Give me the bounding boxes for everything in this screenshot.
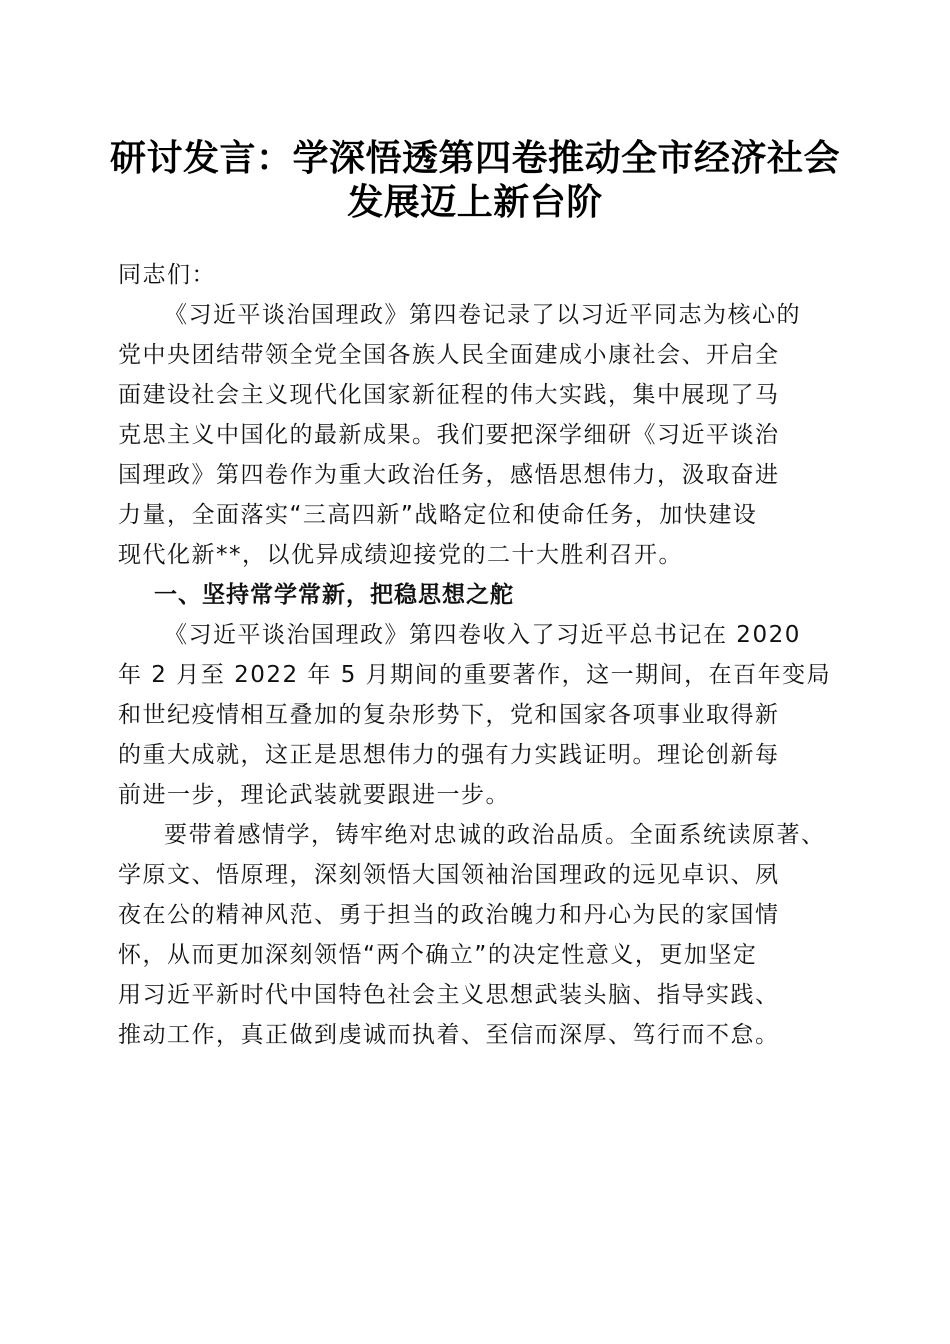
paragraph-line: 年 2 月至 2022 年 5 月期间的重要著作，这一期间，在百年变局	[118, 662, 832, 688]
paragraph-line: 克思主义中国化的最新成果。我们要把深学细研《习近平谈治	[118, 422, 780, 448]
paragraph-line: 《习近平谈治国理政》第四卷记录了以习近平同志为核心的	[164, 302, 801, 328]
title-line-2: 发展迈上新台阶	[347, 181, 603, 223]
paragraph-line: 和世纪疫情相互叠加的复杂形势下，党和国家各项事业取得新	[118, 702, 780, 728]
paragraph-line: 怀，从而更加深刻领悟“两个确立”的决定性意义，更加坚定	[118, 942, 758, 968]
paragraph-3	[118, 815, 838, 1055]
paragraph-line: 力量，全面落实“三高四新”战略定位和使命任务，加快建设	[118, 502, 758, 528]
paragraph-1	[118, 295, 838, 575]
paragraph-line: 国理政》第四卷作为重大政治任务，感悟思想伟力，汲取奋进	[118, 462, 780, 488]
paragraph-line: 夜在公的精神风范、勇于担当的政治魄力和丹心为民的家国情	[118, 902, 780, 928]
paragraph-line: 前进一步，理论武装就要跟进一步。	[118, 782, 510, 808]
paragraph-line: 党中央团结带领全党全国各族人民全面建成小康社会、开启全	[118, 342, 780, 368]
paragraph-2	[118, 615, 838, 815]
paragraph-line: 用习近平新时代中国特色社会主义思想武装头脑、指导实践、	[118, 982, 780, 1008]
paragraph-line: 推动工作，真正做到虔诚而执着、至信而深厚、笃行而不怠。	[118, 1022, 780, 1048]
paragraph-line: 现代化新**，以优异成绩迎接党的二十大胜利召开。	[118, 542, 683, 568]
paragraph-line: 要带着感情学，铸牢绝对忠诚的政治品质。全面系统读原著、	[164, 822, 826, 848]
salutation: 同志们：	[118, 262, 216, 288]
document-body	[118, 255, 838, 1055]
paragraph-line: 《习近平谈治国理政》第四卷收入了习近平总书记在 2020	[164, 622, 801, 648]
paragraph-line: 的重大成就，这正是思想伟力的强有力实践证明。理论创新每	[118, 742, 780, 768]
paragraph-line: 学原文、悟原理，深刻领悟大国领袖治国理政的远见卓识、夙	[118, 862, 780, 888]
section-heading-1: 一、坚持常学常新，把稳思想之舵	[154, 582, 514, 608]
paragraph-line: 面建设社会主义现代化国家新征程的伟大实践，集中展现了马	[118, 382, 780, 408]
title-line-1: 研讨发言：学深悟透第四卷推动全市经济社会	[109, 137, 840, 179]
document-title	[100, 136, 850, 224]
